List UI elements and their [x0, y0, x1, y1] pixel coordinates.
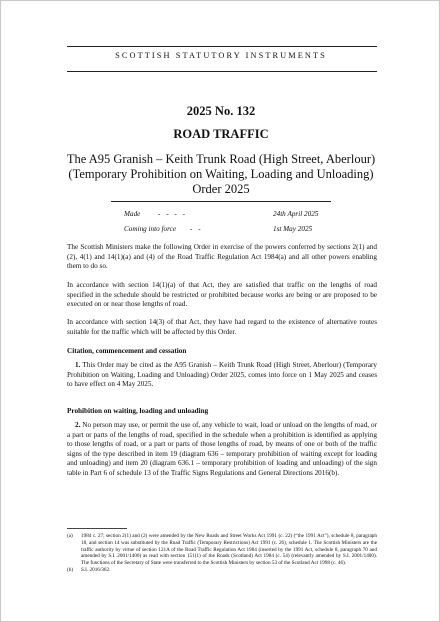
header-rule-top — [67, 46, 377, 47]
subject-heading: ROAD TRAFFIC — [173, 127, 269, 141]
footnotes — [67, 533, 377, 574]
footnote-b-label: (b) — [67, 566, 74, 573]
coming-into-force-dashes: - - — [190, 225, 203, 233]
footnote-a-label: (a) — [67, 533, 73, 539]
header-rule-bottom — [67, 71, 377, 72]
footnote-a — [67, 533, 377, 567]
footnote-a-text: 1984 c. 27; section 2(1) and (2) were amended by the New Roads and Street Works Act 1991 (c. 22) (“the 1991 Act”), schedule 8, paragraph 18, and section 14 was substituted by the Road Traffic (Temporary Restrictions) Act 1991 (c. 26), schedule 1. The Scottish Ministers are the traffic authority by virtue of section 121A of the Road Traffic Regulation Act 1984 (inserted by the 1991 Act, schedule 8, paragraph 70 and amended by S.I. 2001/1400) as read with section 151(1) of the Roads (Scotland) Act 1984 (c. 54) (relevantly amended by S.I. 2001/1400). The functions of the Secretary of State were transferred to the Scottish Ministers by section 53 of the Scotland Act 1998 (c. 46). — [81, 533, 377, 567]
article-1 — [67, 361, 377, 390]
footnote-rule — [67, 528, 127, 529]
made-date: 24th April 2025 — [273, 210, 319, 218]
order-title-line-2: (Temporary Prohibition on Waiting, Loading and Unloading) — [68, 167, 374, 181]
article-2-text: No person may use, or permit the use of, any vehicle to wait, load or unload on the lengths of road, or a part or parts of the lengths of road, specified in the schedule when a prohibition is identified as applying to those lengths of road, or a part or parts of those lengths of road, by means of one or both of the traffic signs of the type described in item 19 (diagram 636 – temporary prohibition of waiting except for loading and unloading) and item 20 (diagram 636.1 – temporary prohibition of loading and unloading) of the sign table in Part 6 of schedule 13 of the Traffic Signs Regulations and General Directions 2016(b). — [67, 421, 377, 477]
order-title-line-3: Order 2025 — [192, 182, 250, 196]
coming-into-force-date: 1st May 2025 — [273, 225, 313, 233]
preamble-paragraph-2: In accordance with section 14(1)(a) of that Act, they are satisfied that traffic on the lengths of road specified in the schedule should be restricted or prohibited because works are being or are proposed to be executed on or near those lengths of road. — [67, 281, 377, 309]
article-1-text: This Order may be cited as the A95 Granish – Keith Trunk Road (High Street, Aberlour) (Temporary Prohibition on Waiting, Loading and Unloading) Order 2025, comes into force on 1 May 2025 and ceases to have effect on 4 May 2025. — [67, 361, 377, 389]
series-heading: SCOTTISH STATUTORY INSTRUMENTS — [115, 51, 327, 60]
made-label: Made — [124, 210, 141, 218]
article-1-number: 1. — [75, 361, 81, 369]
article-2-number: 2. — [75, 421, 81, 429]
instrument-number: 2025 No. 132 — [186, 104, 256, 118]
preamble-paragraph-1: The Scottish Ministers make the following Order in exercise of the powers conferred by sections 2(1) and (2), 4(1) and 14(1)(a) and (4) of the Road Traffic Regulation Act 1984(a) and all other powers enabling them to do so. — [67, 243, 377, 271]
heading-prohibition: Prohibition on waiting, loading and unloading — [67, 407, 209, 415]
article-2 — [67, 421, 377, 479]
footnote-b — [67, 567, 377, 574]
footnote-b-text: S.I. 2016/362. — [81, 566, 111, 573]
heading-citation: Citation, commencement and cessation — [67, 347, 187, 355]
coming-into-force-label: Coming into force — [124, 225, 177, 233]
order-title — [1, 152, 440, 197]
order-title-line-1: The A95 Granish – Keith Trunk Road (High Street, Aberlour) — [66, 152, 376, 166]
preamble-paragraph-3: In accordance with section 14(3) of that Act, they have had regard to the existence of alternative routes suitable for the traffic which will be affected by this Order. — [67, 318, 377, 336]
made-dashes: - - - - — [158, 210, 187, 218]
title-rule — [111, 201, 331, 202]
